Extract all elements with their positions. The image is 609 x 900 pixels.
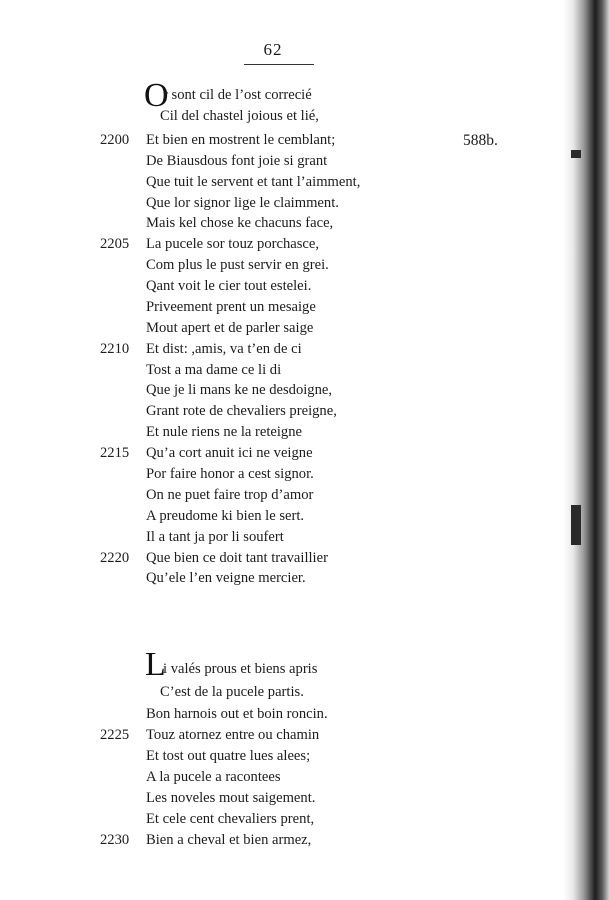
verse-line: Les noveles mout saigement. xyxy=(146,790,316,806)
verse-line: Cil del chastel joious et lié, xyxy=(160,108,319,124)
verse-line: Mais kel chose ke chacuns face, xyxy=(146,215,334,231)
verse-line: Que je li mans ke ne desdoigne, xyxy=(146,382,333,398)
verse-line: 2215 Qu’a cort anuit ici ne veigne xyxy=(100,445,313,461)
verse-line: Por faire honor a cest signor. xyxy=(146,466,314,482)
verse-line: 2220 Que bien ce doit tant travaillier xyxy=(100,550,328,566)
verse-line: Et tost out quatre lues alees; xyxy=(146,748,311,764)
verse-line: 2210 Et dist: ,amis, va t’en de ci xyxy=(100,341,302,357)
verse-line: i valés prous et biens apris xyxy=(163,661,318,677)
verse-line: Et nule riens ne la reteigne xyxy=(146,424,303,440)
verse-line: Mout apert et de parler saige xyxy=(146,320,314,336)
header-rule xyxy=(244,64,314,65)
verse-line: r sont cil de l’ost correcié xyxy=(163,87,312,103)
verse-line: Qu’ele l’en veigne mercier. xyxy=(146,570,306,586)
drop-cap-l: L xyxy=(145,646,166,683)
verse-line: A la pucele a racontees xyxy=(146,769,281,785)
verse-line: Il a tant ja por li soufert xyxy=(146,529,284,545)
verse-line: 2200 Et bien en mostrent le cemblant; xyxy=(100,132,336,148)
verse-line: 2205 La pucele sor touz porchasce, xyxy=(100,236,320,252)
verse-line: 2230 Bien a cheval et bien armez, xyxy=(100,832,312,848)
verse-line: Com plus le pust servir en grei. xyxy=(146,257,329,273)
verse-line: Grant rote de chevaliers preigne, xyxy=(146,403,337,419)
verse-line: Bon harnois out et boin roncin. xyxy=(146,706,328,722)
verse-line: C’est de la pucele partis. xyxy=(160,684,304,700)
verse-line: Tost a ma dame ce li di xyxy=(146,362,282,378)
verse-line: 2225 Touz atornez entre ou chamin xyxy=(100,727,320,743)
side-reference: 588b. xyxy=(463,132,498,149)
verse-line: Priveement prent un mesaige xyxy=(146,299,316,315)
verse-line: De Biausdous font joie si grant xyxy=(146,153,328,169)
verse-line: Et cele cent chevaliers prent, xyxy=(146,811,315,827)
verse-line: Qant voit le cier tout estelei. xyxy=(146,278,312,294)
verse-line: Que tuit le servent et tant l’aimment, xyxy=(146,174,361,190)
drop-cap-o: O xyxy=(144,77,169,114)
book-binding-edge xyxy=(563,0,609,900)
verse-line: On ne puet faire trop d’amor xyxy=(146,487,314,503)
verse-line: A preudome ki bien le sert. xyxy=(146,508,305,524)
verse-line: Que lor signor lige le claimment. xyxy=(146,195,339,211)
page-number: 62 xyxy=(263,40,283,59)
